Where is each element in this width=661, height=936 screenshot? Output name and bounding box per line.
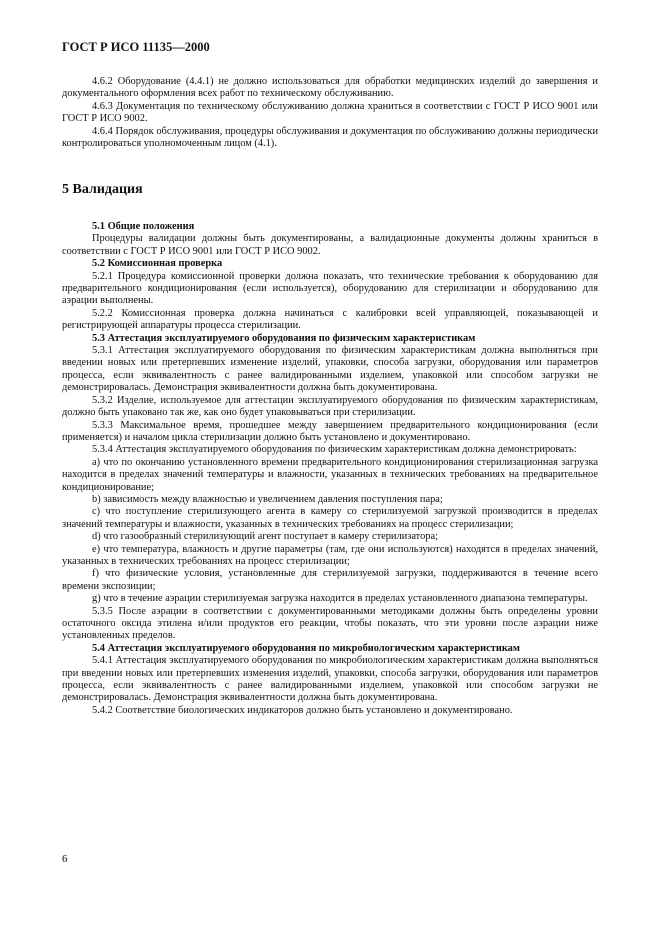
paragraph: 5.2.2 Комиссионная проверка должна начинаться с калибровки всей управляющей, показывающей и регистрирующей аппаратуры процесса стерилизации.: [62, 307, 598, 332]
paragraph: f) что физические условия, установленные для стерилизуемой загрузки, поддерживаются в течение всего времени экспозиции;: [62, 568, 598, 592]
document-header: ГОСТ Р ИСО 11135—2000: [62, 40, 210, 54]
paragraph: 5.2.1 Процедура комиссионной проверки должна показать, что технические требования к оборудованию для предварительного кондиционирования (если используется), оборудованию для стерилизации и оборудованию для аэрации выполнены.: [62, 270, 598, 307]
paragraph: 5.3.5 После аэрации в соответствии с документированными методиками должны быть определены уровни остаточного оксида этилена и/или продуктов его реакции, чтобы показать, что эти уровни после аэрации ниже установленных пределов.: [62, 605, 598, 642]
clause-4-6-block: [62, 76, 598, 150]
paragraph: d) что газообразный стерилизующий агент поступает в камеру стерилизатора;: [92, 531, 438, 543]
paragraph: 5.3.3 Максимальное время, прошедшее между завершением предварительного кондиционирования (если применяется) и началом цикла стерилизации должно быть установлено и документировано.: [62, 419, 598, 443]
paragraph: 5.4.1 Аттестация эксплуатируемого оборудования по микробиологическим характеристикам должна выполняться при введении новых или претерпевших изменения изделий, упаковки, способа загрузки, оборудования или параметров процесса, если эквивалентность с ранее валидированными изделием, упаковкой или способом загрузки не демонстрировалась. Демонстрация эквивалентности должна быть документирована.: [62, 655, 598, 704]
subsection-heading: 5.1 Общие положения: [92, 221, 195, 232]
subsection-heading: 5.4 Аттестация эксплуатируемого оборудования по микробиологическим характеристикам: [92, 642, 520, 654]
paragraph: Процедуры валидации должны быть документированы, а валидационные документы должны храниться в соответствии с ГОСТ Р ИСО 9001 или ГОСТ Р ИСО 9002.: [62, 233, 598, 257]
page-number: 6: [62, 853, 68, 865]
section-heading: 5 Валидация: [62, 182, 143, 197]
paragraph: g) что в течение аэрации стерилизуемая загрузка находится в пределах установленного диапазона температуры.: [92, 593, 588, 605]
section-5-body: [62, 221, 598, 717]
paragraph: c) что поступление стерилизующего агента в камеру со стерилизуемой загрузкой производится в пределах значений температуры и влажности, указанных в технических требованиях на процесс стерилизации;: [62, 506, 598, 530]
paragraph: 5.4.2 Соответствие биологических индикаторов должно быть установлено и документировано.: [92, 704, 513, 716]
paragraph: 4.6.3 Документация по техническому обслуживанию должна храниться в соответствии с ГОСТ Р ИСО 9001 или ГОСТ Р ИСО 9002.: [62, 100, 598, 125]
paragraph: 4.6.4 Порядок обслуживания, процедуры обслуживания и документация по обслуживанию должны периодически контролироваться уполномоченным лицом (4.1).: [62, 125, 598, 150]
paragraph: 5.3.1 Аттестация эксплуатируемого оборудования по физическим характеристикам должна выполняться при введении новых или претерпевших изменение изделий, упаковки, способа загрузки, оборудования или параметров процесса, если эквивалентность с ранее валидированными изделием, упаковкой или способом загрузки не демонстрировалась. Демонстрация эквивалентности должна быть документирована.: [62, 345, 598, 394]
paragraph: e) что температура, влажность и другие параметры (там, где они используются) находятся в пределах значений, указанных в технических требованиях на процесс стерилизации;: [62, 543, 598, 567]
paragraph: b) зависимость между влажностью и увеличением давления поступления пара;: [92, 493, 443, 505]
paragraph: a) что по окончанию установленного времени предварительного кондиционирования стерилизационная загрузка находится в пределах значений температуры и влажности, указанных в технических требованиях на предварительное кондиционирование;: [62, 456, 598, 493]
subsection-heading: 5.3 Аттестация эксплуатируемого оборудования по физическим характеристикам: [92, 332, 476, 344]
subsection-heading: 5.2 Комиссионная проверка: [92, 258, 223, 270]
paragraph: 5.3.2 Изделие, используемое для аттестации эксплуатируемого оборудования по физическим характеристикам, должно быть упаковано так же, как оно будет упаковываться при стерилизации.: [62, 394, 598, 419]
paragraph: 4.6.2 Оборудование (4.4.1) не должно использоваться для обработки медицинских изделий до завершения и документального оформления всех работ по техническому обслуживанию.: [62, 76, 598, 100]
paragraph: 5.3.4 Аттестация эксплуатируемого оборудования по физическим характеристикам должна демонстрировать:: [92, 444, 577, 456]
